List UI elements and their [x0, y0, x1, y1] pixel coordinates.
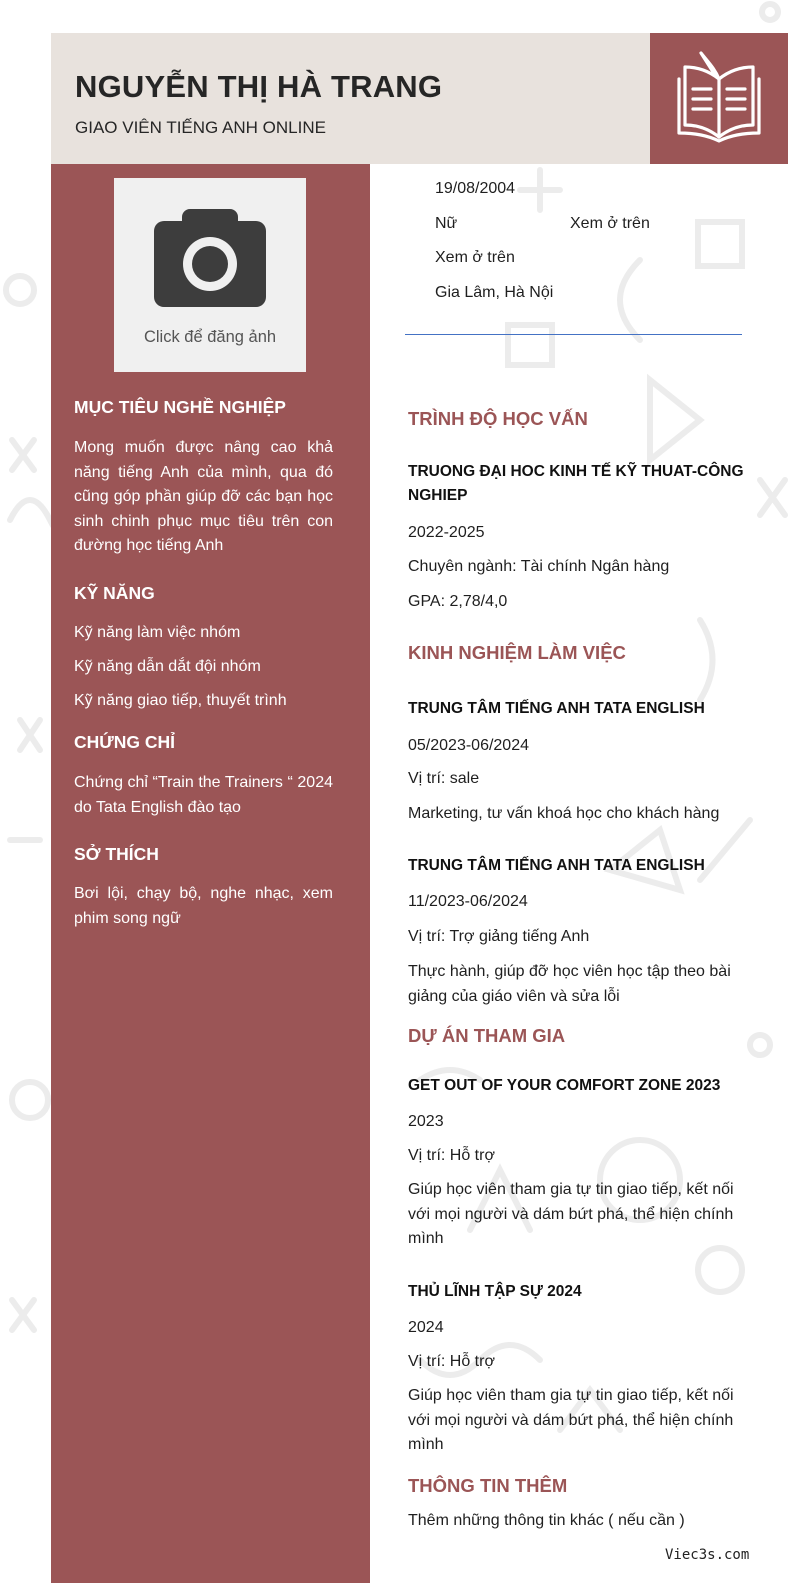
open-book-icon — [671, 49, 767, 145]
skills-heading: KỸ NĂNG — [74, 583, 155, 603]
job-org[interactable]: TRUNG TÂM TIẾNG ANH TATA ENGLISH — [408, 857, 705, 874]
job-title[interactable]: GIAO VIÊN TIẾNG ANH ONLINE — [75, 118, 326, 137]
candidate-name[interactable]: NGUYỄN THỊ HÀ TRANG — [75, 69, 443, 104]
job-position[interactable]: Vị trí: sale — [408, 770, 480, 787]
education-gpa[interactable]: GPA: 2,78/4,0 — [408, 593, 508, 610]
projects-heading: DỰ ÁN THAM GIA — [408, 1025, 566, 1046]
job-period[interactable]: 11/2023-06/2024 — [408, 893, 528, 910]
objective-text[interactable]: Mong muốn được nâng cao khả năng tiếng Anh của mình, qua đó cũng góp phần giúp đỡ các bạn học sinh chinh phục mục tiêu trên con đường học tiếng Anh — [74, 439, 333, 554]
camera-icon — [152, 207, 268, 309]
project-name[interactable]: GET OUT OF YOUR COMFORT ZONE 2023 — [408, 1077, 721, 1094]
header-band — [51, 33, 650, 164]
photo-upload[interactable] — [114, 178, 306, 372]
certificates-text[interactable]: Chứng chỉ “Train the Trainers “ 2024 do Tata English đào tạo — [74, 774, 333, 816]
email-value[interactable]: Xem ở trên — [435, 249, 515, 266]
education-period[interactable]: 2022-2025 — [408, 524, 485, 541]
job-description[interactable]: Marketing, tư vấn khoá học cho khách hàng — [408, 805, 720, 822]
skill-item[interactable]: Kỹ năng giao tiếp, thuyết trình — [74, 692, 287, 709]
project-year[interactable]: 2023 — [408, 1113, 444, 1130]
skill-item[interactable]: Kỹ năng làm việc nhóm — [74, 624, 241, 641]
project-description[interactable]: Giúp học viên tham gia tự tin giao tiếp, kết nối với mọi người và dám bứt phá, thể hiện chính mình — [408, 1181, 734, 1247]
additional-heading: THÔNG TIN THÊM — [408, 1475, 568, 1496]
objective-heading: MỤC TIÊU NGHỀ NGHIỆP — [74, 397, 286, 417]
job-description[interactable]: Thực hành, giúp đỡ học viên học tập theo bài giảng của giáo viên và sửa lỗi — [408, 963, 731, 1005]
experience-heading: KINH NGHIỆM LÀM VIỆC — [408, 642, 626, 663]
project-year[interactable]: 2024 — [408, 1319, 444, 1336]
skill-item[interactable]: Kỹ năng dẫn dắt đội nhóm — [74, 658, 261, 675]
phone-value[interactable]: Xem ở trên — [570, 215, 650, 232]
sidebar — [51, 164, 370, 1583]
hobbies-heading: SỞ THÍCH — [74, 844, 159, 864]
job-position[interactable]: Vị trí: Trợ giảng tiếng Anh — [408, 928, 590, 945]
project-position[interactable]: Vị trí: Hỗ trợ — [408, 1147, 495, 1164]
additional-text[interactable]: Thêm những thông tin khác ( nếu cần ) — [408, 1512, 685, 1529]
site-watermark: Viec3s.com — [665, 1547, 750, 1563]
hobbies-text[interactable]: Bơi lội, chạy bộ, nghe nhạc, xem phim song ngữ — [74, 885, 333, 927]
dob-value[interactable]: 19/08/2004 — [435, 180, 516, 197]
project-position[interactable]: Vị trí: Hỗ trợ — [408, 1353, 495, 1370]
education-heading: TRÌNH ĐỘ HỌC VẤN — [408, 408, 588, 429]
project-description[interactable]: Giúp học viên tham gia tự tin giao tiếp, kết nối với mọi người và dám bứt phá, thể hiện chính mình — [408, 1387, 734, 1453]
job-period[interactable]: 05/2023-06/2024 — [408, 737, 529, 754]
gender-value[interactable]: Nữ — [435, 215, 458, 232]
header-logo-box — [650, 33, 788, 164]
education-major[interactable]: Chuyên ngành: Tài chính Ngân hàng — [408, 558, 670, 575]
photo-upload-label: Click để đăng ảnh — [143, 328, 277, 346]
project-name[interactable]: THỦ LĨNH TẬP SỰ 2024 — [408, 1283, 582, 1300]
certificates-heading: CHỨNG CHỈ — [74, 732, 176, 752]
school-name[interactable]: TRUONG ĐẠI HOC KINH TẾ KỸ THUAT-CÔNG NGHIEP — [408, 463, 744, 504]
job-org[interactable]: TRUNG TÂM TIẾNG ANH TATA ENGLISH — [408, 700, 705, 717]
info-divider — [405, 334, 742, 335]
address-value[interactable]: Gia Lâm, Hà Nội — [435, 284, 554, 301]
